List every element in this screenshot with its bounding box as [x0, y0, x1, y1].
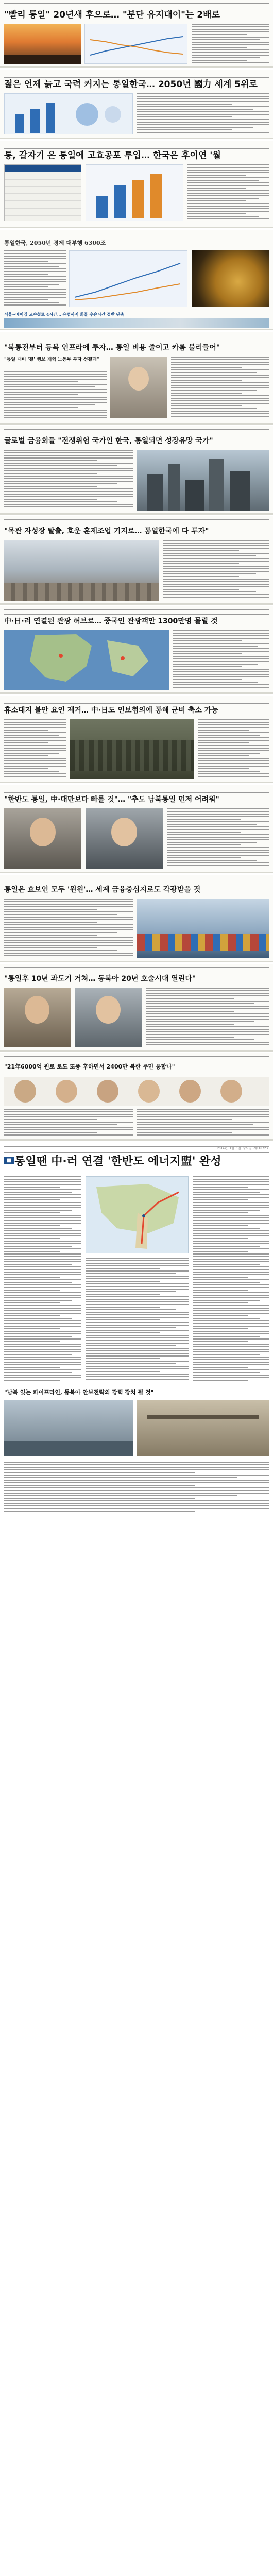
pipeline-map — [86, 1176, 189, 1253]
pipeline-map-graphic — [86, 1177, 189, 1253]
section-kicker-badge: ■ — [4, 1157, 14, 1164]
masthead-rule — [4, 3, 269, 8]
line-chart-panel — [69, 250, 187, 307]
sunset-silhouette-photo — [4, 24, 81, 64]
page-5-headline: "북통전부터 등복 인프라에 투자… 통일 비용 줄이고 카롬 불리들어" — [4, 344, 220, 352]
masthead-rule — [4, 878, 269, 883]
page-11-headline: 통일은 효보인 모두 '원원'… 세계 금융중심지로도 각광받을 것 — [4, 886, 201, 894]
article-body — [4, 250, 66, 307]
page-9-headline: 휴소대지 불안 요인 제거… 中·日도 인보험의에 통해 군비 축소 가능 — [4, 706, 218, 715]
masthead-rule — [4, 1146, 269, 1153]
bar-chart — [86, 165, 183, 221]
masthead-rule — [4, 699, 269, 704]
city-photo — [137, 450, 269, 511]
page-8 — [0, 606, 273, 694]
page-7-headline: "목관 자성장 탈출, 호운 훈제조업 기지로… 통일한국에 다 투자" — [4, 527, 209, 535]
page-10 — [0, 785, 273, 873]
masthead-rule — [4, 144, 269, 149]
globe-photo — [192, 250, 269, 307]
feature-body-left — [4, 1176, 81, 1382]
page-12 — [0, 964, 273, 1052]
masthead-rule — [4, 73, 269, 78]
infographic-panel — [4, 93, 133, 134]
article-body — [4, 719, 66, 779]
interview-portrait-2 — [86, 808, 163, 869]
page-4-caption: 서울~베이징 고속철로 4시간… 유럽까지 화물 수송시간 절반 단축 — [4, 312, 124, 317]
table-grid — [5, 165, 81, 221]
article-body — [173, 630, 269, 690]
page-6-headline: 글로벌 금융회들 "전쟁위험 국가인 한국, 통일되면 성장유망 국가" — [4, 437, 213, 445]
article-body — [4, 899, 133, 958]
page-9 — [0, 696, 273, 783]
page-1 — [0, 0, 273, 68]
masthead-rule — [4, 519, 269, 524]
graph-panel — [84, 24, 187, 64]
article-body — [137, 1109, 269, 1138]
line-chart — [70, 251, 187, 307]
page-5-quote: "통일 대비 '결' 행보 개혁 노동부 투자 선결돼" — [4, 357, 99, 362]
region-map — [4, 630, 169, 690]
tourism-map — [4, 630, 169, 690]
masthead-rule — [4, 335, 269, 340]
route-map-strip — [4, 318, 269, 328]
bottom-photo-2 — [137, 1400, 269, 1456]
feature-title: 통일땐 中·러 연결 '한반도 에너지盟' 완성 — [14, 1155, 221, 1168]
survey-graph — [85, 24, 187, 64]
article-body — [171, 357, 269, 420]
speaker-photo-2 — [75, 988, 142, 1047]
masthead-rule — [4, 967, 269, 972]
industrial-park-photo — [4, 540, 159, 601]
interview-portrait-1 — [4, 808, 81, 869]
feature-body-center — [86, 1258, 189, 1382]
page-4-subhead: 통일한국, 2050년 경제 대부행 6300조 — [4, 240, 106, 246]
page-3 — [0, 141, 273, 228]
bar-chart-panel — [86, 164, 183, 221]
article-body — [192, 24, 269, 65]
page-1-headline: "빨리 통일" 20년새 후으로… "분단 유지대이"는 2배로 — [4, 10, 220, 20]
masthead-rule — [4, 788, 269, 793]
infographic-bars — [5, 94, 133, 134]
page-6 — [0, 426, 273, 515]
page-13 — [0, 1053, 273, 1141]
harbor-photo — [137, 899, 269, 958]
article-body — [4, 371, 107, 420]
masthead-rule — [4, 429, 269, 434]
page-13-pull-quote: "21年6000억 원로 로도 또풍 후하면서 2400만 북한 주민 통합나" — [4, 1063, 175, 1070]
page-2-headline: 젊은 언제 늙고 국력 커지는 통일한국… 2050년 國力 세계 5위로 — [4, 79, 258, 90]
bottom-photo-1 — [4, 1400, 133, 1456]
page-12-headline: "통일후 10년 과도기 거쳐… 동북아 20년 호술시대 열린다" — [4, 975, 196, 983]
article-body — [4, 1109, 133, 1138]
article-body — [167, 808, 269, 869]
feature-body-lower — [4, 1462, 269, 2576]
speaker-photo — [4, 988, 71, 1047]
page-2 — [0, 70, 273, 139]
portrait-photo — [110, 357, 167, 418]
page-4 — [0, 230, 273, 330]
page-11 — [0, 875, 273, 962]
article-body — [198, 719, 269, 779]
panel-portraits-row — [4, 1077, 269, 1106]
page-3-headline: 통, 갈자기 온 통일에 고효공포 투입… 한국은 후이연 '월 — [4, 150, 221, 161]
page-10-headline: "한반도 통일, 中·대만보다 빠를 것"… "추도 남북통일 먼저 어려워" — [4, 795, 219, 804]
military-photo — [70, 719, 194, 779]
masthead-rule — [4, 233, 269, 238]
bottom-quote: "남북 잇는 파이프라인, 동북아 안보전략의 강력 장치 될 것" — [4, 1389, 154, 1396]
date-line: 2014년 1월 1일 수요일 제11872호 — [217, 1147, 269, 1150]
article-body — [146, 988, 269, 1047]
article-body — [187, 164, 269, 221]
page-8-headline: 中·日·러 연결된 관광 허브로… 중국인 관광객만 1300만명 몰릴 것 — [4, 617, 218, 625]
masthead-rule — [4, 609, 269, 615]
data-table — [4, 164, 81, 221]
article-body — [137, 93, 269, 134]
article-body — [4, 450, 133, 511]
page-7 — [0, 516, 273, 605]
feature-body-right — [193, 1176, 269, 1382]
page-5 — [0, 332, 273, 425]
article-body — [163, 540, 269, 601]
page-14 — [0, 1142, 273, 2576]
masthead-rule — [4, 1056, 269, 1061]
